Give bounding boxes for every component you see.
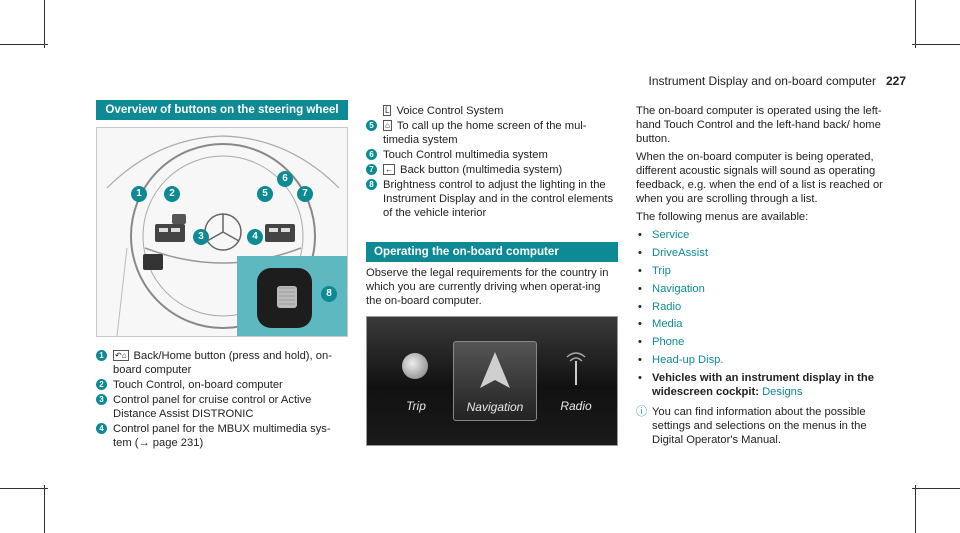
- section-heading-operating: Operating the on-board computer: [366, 242, 618, 262]
- menu-link-headup[interactable]: Head-up Disp.: [652, 354, 724, 367]
- item-text: Control panel for cruise control or Active Distance Assist DISTRONIC: [113, 394, 312, 420]
- column-right: [636, 104, 888, 447]
- callout-7: 7: [297, 186, 313, 202]
- info-text: You can find information about the possible settings and selections on the menus in the Digital Operator's Manual.: [652, 406, 867, 447]
- legend-list: [96, 349, 348, 450]
- item-number: 3: [96, 394, 107, 405]
- item-text: Control panel for the MBUX multimedia sys-tem (→ page 231): [113, 423, 331, 449]
- item-number: 8: [366, 179, 377, 190]
- list-item: • Head-up Disp.: [638, 354, 724, 367]
- item-text: ← Back button (multimedia system): [385, 164, 563, 176]
- legend-item: [96, 393, 348, 421]
- legend-item: [96, 378, 348, 392]
- legend-item: [366, 104, 618, 118]
- item-text: Brightness control to adjust the lighting in the Instrument Display and in the control elements of the vehicle interior: [383, 179, 614, 219]
- crop-mark: [915, 0, 916, 48]
- menu-link-radio[interactable]: Radio: [652, 300, 682, 313]
- item-number: 1: [96, 350, 107, 361]
- list-item: • DriveAssist: [638, 246, 708, 259]
- legend-item: [366, 178, 618, 220]
- steering-wheel-figure: [96, 127, 348, 337]
- item-text: Touch Control multimedia system: [383, 149, 548, 161]
- page-header: [649, 74, 906, 88]
- tile-label: Navigation: [466, 400, 524, 414]
- crop-mark: [912, 488, 960, 489]
- multimedia-screen: [366, 316, 618, 446]
- back-arrow-icon: ←: [385, 165, 393, 174]
- list-item: • Media: [638, 318, 683, 331]
- legend-item: [96, 349, 348, 377]
- info-note: [636, 405, 888, 447]
- tile-trip: [375, 343, 457, 419]
- radio-icon: [561, 351, 591, 387]
- menu-link-driveassist[interactable]: DriveAssist: [652, 246, 708, 259]
- tile-label: Radio: [560, 399, 592, 413]
- item-number: 4: [96, 423, 107, 434]
- list-item: • Service: [638, 229, 690, 241]
- menu-link-trip[interactable]: Trip: [652, 264, 671, 277]
- list-item: • Vehicles with an instrument display in the widescreen cockpit: Designs: [636, 371, 888, 399]
- section-heading-steering: Overview of buttons on the steering wheel: [96, 100, 348, 120]
- menu-link-phone[interactable]: Phone: [652, 336, 685, 349]
- list-item: • Phone: [638, 336, 685, 349]
- menu-link-media[interactable]: Media: [652, 318, 683, 331]
- tile-label: Trip: [406, 399, 426, 413]
- legend-item: [366, 119, 618, 147]
- item-number: 5: [366, 120, 377, 131]
- item-text: ↶⌂ Back/Home button (press and hold), on-board computer: [113, 350, 332, 376]
- info-icon: ⓘ: [636, 406, 648, 419]
- crop-mark: [0, 488, 48, 489]
- callout-5: 5: [257, 186, 273, 202]
- item-text: ⌂ To call up the home screen of the mul-timedia system: [383, 120, 587, 146]
- paragraph-3: The following menus are available:: [636, 211, 809, 223]
- item-text: Ĺ Voice Control System: [385, 105, 504, 117]
- trip-icon: [402, 353, 428, 379]
- item-text: Touch Control, on-board computer: [113, 379, 283, 391]
- callout-2: 2: [164, 186, 180, 202]
- column-middle: [366, 100, 618, 446]
- legend-item: [96, 422, 348, 450]
- voice-control-icon: Ĺ: [385, 106, 390, 115]
- callout-4: 4: [247, 229, 263, 245]
- tile-navigation: [453, 341, 537, 421]
- tile-radio: [535, 343, 617, 419]
- crop-mark: [912, 44, 960, 45]
- column-left: [96, 100, 348, 451]
- menu-list: [636, 228, 888, 399]
- back-home-icon: ↶⌂: [115, 351, 127, 360]
- legend-item: [366, 148, 618, 162]
- legal-paragraph: Observe the legal requirements for the country in which you are currently driving when operat-ing the on-board computer.: [366, 267, 609, 307]
- callout-8: 8: [321, 286, 337, 302]
- page-number: 227: [885, 74, 906, 88]
- home-icon: ⌂: [385, 121, 390, 130]
- list-item: • Radio: [638, 300, 682, 313]
- item-number: 7: [366, 164, 377, 175]
- callout-3: 3: [193, 229, 209, 245]
- crop-mark: [0, 44, 48, 45]
- crop-mark: [44, 0, 45, 48]
- legend-list-continued: [366, 104, 618, 220]
- callout-1: 1: [131, 186, 147, 202]
- menu-link-navigation[interactable]: Navigation: [652, 282, 705, 295]
- paragraph-1: The on-board computer is operated using the left-hand Touch Control and the left-hand back/ home button.: [636, 105, 882, 145]
- widescreen-item: Vehicles with an instrument display in the widescreen cockpit: Designs: [652, 372, 874, 399]
- header-title: Instrument Display and on-board computer: [648, 74, 876, 88]
- callout-6: 6: [277, 171, 293, 187]
- legend-item: [366, 163, 618, 177]
- crop-mark: [44, 485, 45, 533]
- steering-wheel-illustration: [97, 128, 348, 336]
- menu-link-designs[interactable]: Designs: [762, 386, 803, 399]
- item-number: 6: [366, 149, 377, 160]
- navigation-icon: [480, 352, 510, 388]
- item-number: 2: [96, 379, 107, 390]
- crop-mark: [915, 485, 916, 533]
- list-item: • Trip: [638, 264, 671, 277]
- menu-link-service[interactable]: Service: [652, 229, 690, 241]
- list-item: • Navigation: [638, 282, 705, 295]
- paragraph-2: When the on-board computer is being operated, different acoustic signals will sound as operating feedback, e.g. when the end of a list is reached or when you are scrolling through a list.: [636, 151, 883, 205]
